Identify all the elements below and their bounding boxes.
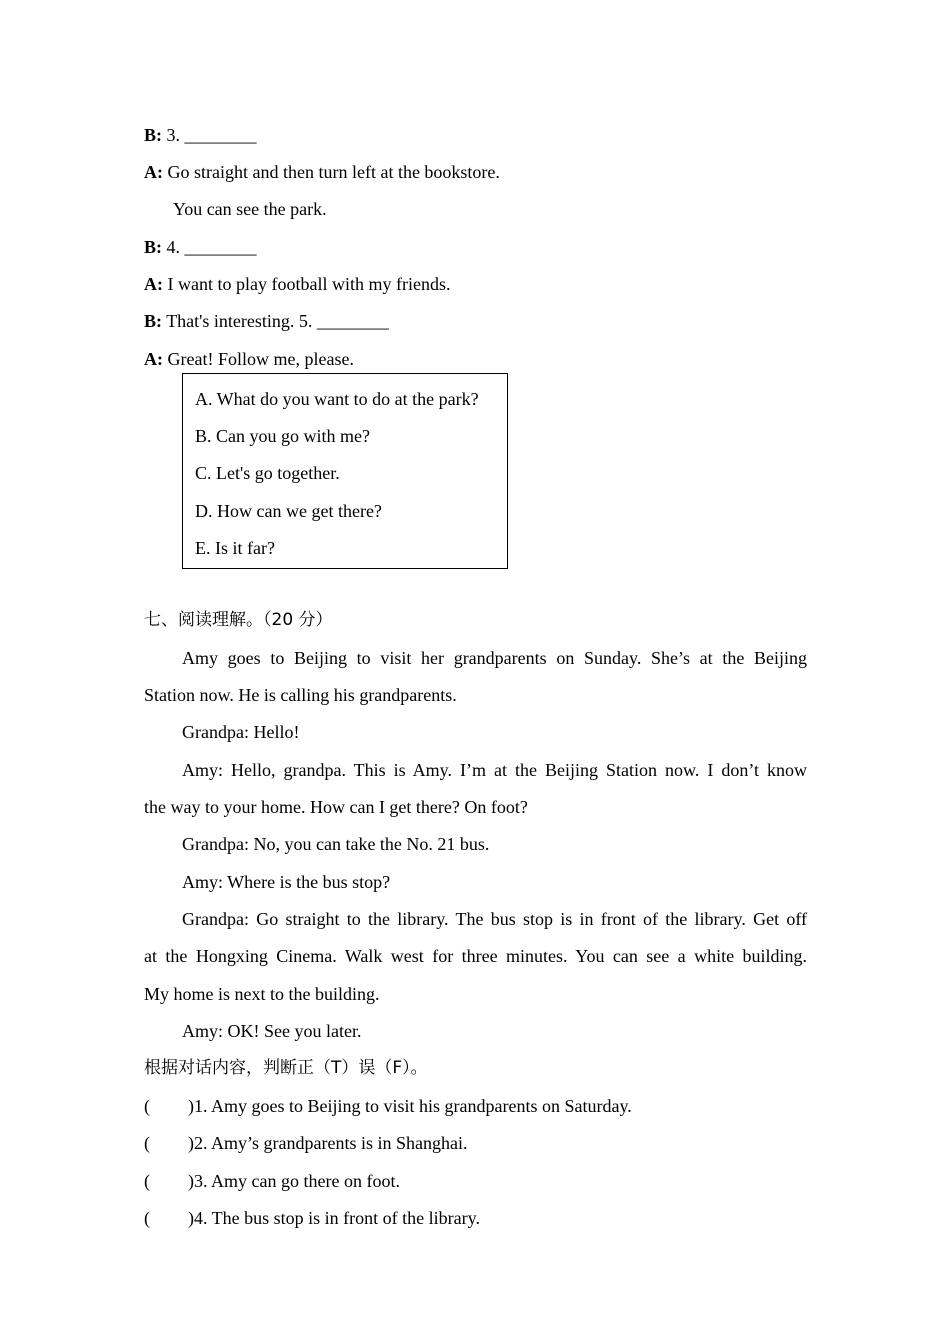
passage-line: Amy: Hello, grandpa. This is Amy. I’m at the Beijing Station now. I don’t know (182, 760, 807, 780)
dialogue-text: Go straight and then turn left at the bookstore. (167, 162, 500, 182)
passage-line: Grandpa: Go straight to the library. The bus stop is in front of the library. Get off (182, 909, 807, 929)
dialogue-line-7 (144, 348, 354, 370)
answer-blank[interactable]: ( (144, 1096, 150, 1116)
dialogue-text: That's interesting. 5. ________ (166, 311, 389, 331)
dialogue-line-2 (144, 161, 500, 183)
passage-line: Amy goes to Beijing to visit her grandparents on Sunday. She’s at the Beijing (182, 648, 807, 668)
section-heading: 七、阅读理解。（20 分） (144, 610, 333, 630)
option-c: C. Let's go together. (195, 463, 340, 483)
passage-line: My home is next to the building. (144, 984, 380, 1004)
tf-question: ( )2. Amy’s grandparents is in Shanghai. (144, 1133, 468, 1153)
question-text: 1. Amy goes to Beijing to visit his grandparents on Saturday. (194, 1096, 632, 1116)
speaker-label: B: (144, 311, 162, 331)
dialogue-text: 3. ________ (166, 125, 257, 145)
speaker-label: B: (144, 237, 162, 257)
dialogue-line-3 (173, 198, 327, 220)
question-text: 4. The bus stop is in front of the library. (194, 1208, 480, 1228)
dialogue-line-4 (144, 236, 257, 258)
passage-line: Amy: Where is the bus stop? (182, 872, 391, 892)
passage-line: Amy: OK! See you later. (182, 1021, 362, 1041)
question-text: 2. Amy’s grandparents is in Shanghai. (194, 1133, 468, 1153)
tf-question: ( )1. Amy goes to Beijing to visit his grandparents on Saturday. (144, 1096, 632, 1116)
dialogue-text: You can see the park. (173, 199, 327, 219)
options-box (182, 373, 508, 569)
dialogue-line-5 (144, 273, 450, 295)
tf-question: ( )3. Amy can go there on foot. (144, 1171, 400, 1191)
answer-blank[interactable]: ( (144, 1208, 150, 1228)
passage-line: Grandpa: No, you can take the No. 21 bus. (182, 834, 490, 854)
answer-blank[interactable]: ( (144, 1133, 150, 1153)
speaker-label: A: (144, 349, 163, 369)
dialogue-text: Great! Follow me, please. (167, 349, 354, 369)
option-a: A. What do you want to do at the park? (195, 389, 479, 409)
speaker-label: A: (144, 274, 163, 294)
instruction: 根据对话内容，判断正（T）误（F）。 (144, 1058, 428, 1078)
dialogue-text: I want to play football with my friends. (167, 274, 451, 294)
passage-line: at the Hongxing Cinema. Walk west for three minutes. You can see a white building. (144, 946, 807, 966)
question-text: 3. Amy can go there on foot. (194, 1171, 400, 1191)
speaker-label: A: (144, 162, 163, 182)
passage-line: the way to your home. How can I get there? On foot? (144, 797, 528, 817)
tf-question: ( )4. The bus stop is in front of the library. (144, 1208, 480, 1228)
passage-line: Station now. He is calling his grandparents. (144, 685, 457, 705)
option-e: E. Is it far? (195, 538, 275, 558)
option-b: B. Can you go with me? (195, 426, 370, 446)
passage-line: Grandpa: Hello! (182, 722, 300, 742)
answer-blank[interactable]: ( (144, 1171, 150, 1191)
dialogue-line-6 (144, 310, 389, 332)
dialogue-text: 4. ________ (166, 237, 257, 257)
dialogue-line-1 (144, 124, 257, 146)
speaker-label: B: (144, 125, 162, 145)
option-d: D. How can we get there? (195, 501, 382, 521)
